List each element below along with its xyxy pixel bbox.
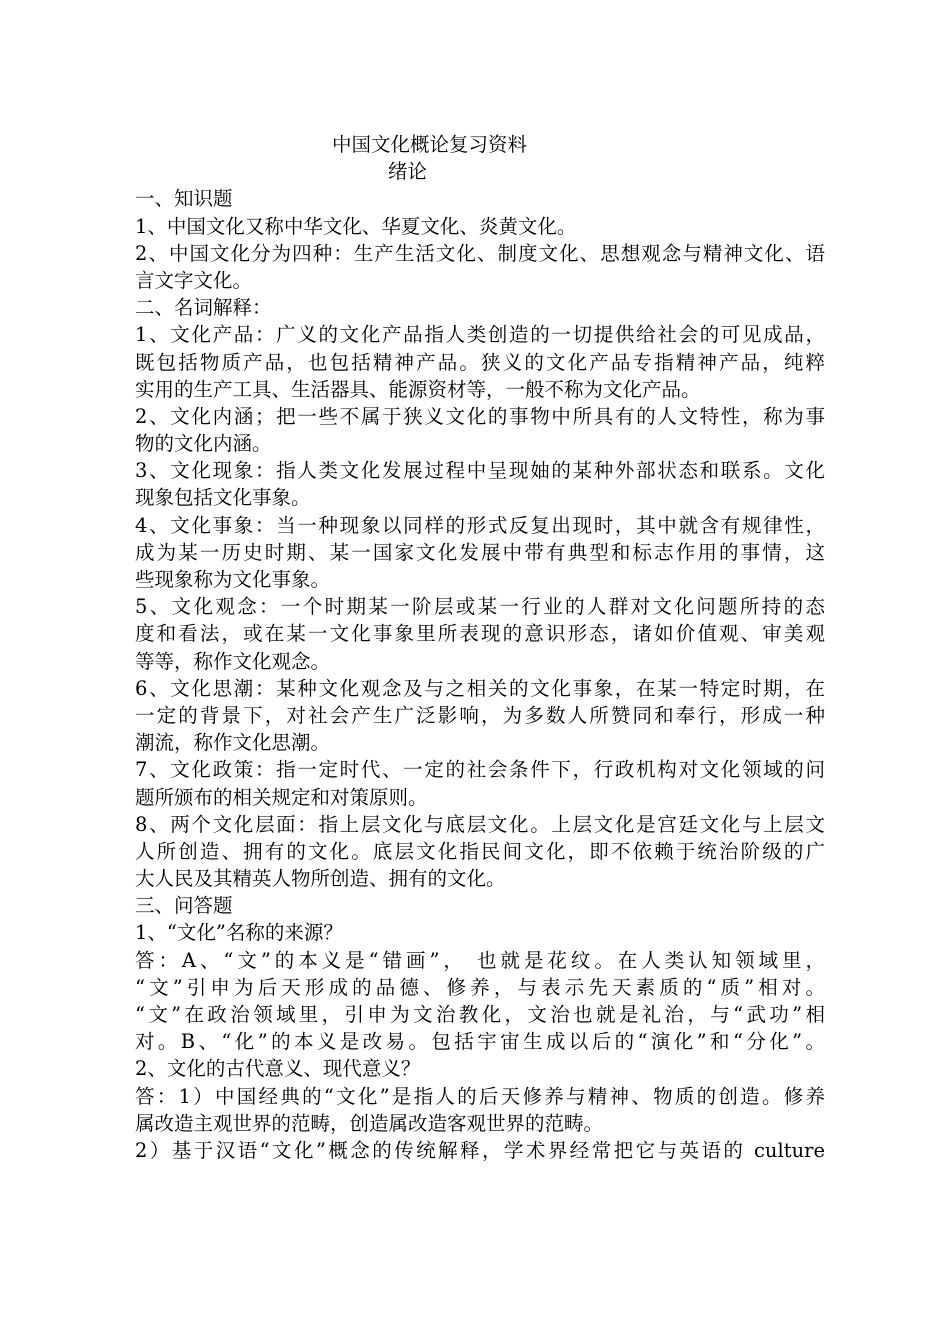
text-line: 既包括物质产品，也包括精神产品。狭义的文化产品专指精神产品，纯粹: [135, 350, 825, 374]
text-line: 二、名词解释：: [135, 296, 272, 320]
text-line: 6、文化思潮：某种文化观念及与之相关的文化事象，在某一特定时期，在: [135, 676, 825, 700]
text-line: 成为某一历史时期、某一国家文化发展中带有典型和标志作用的事情，这: [135, 540, 825, 564]
text-line: 实用的生产工具、生活器具、能源资材等，一般不称为文化产品。: [135, 377, 701, 401]
text-line: “文”引申为后天形成的品德、修养，与表示先天素质的“质”相对。: [135, 975, 825, 999]
text-line: 2、文化内涵；把一些不属于狭义文化的事物中所具有的人文特性，称为事: [135, 404, 825, 428]
text-line: 大人民及其精英人物所创造、拥有的文化。: [135, 867, 506, 891]
text-line: 一定的背景下，对社会产生广泛影响，为多数人所赞同和奉行，形成一种: [135, 703, 825, 727]
text-line: 度和看法，或在某一文化事象里所表现的意识形态，诸如价值观、审美观: [135, 622, 825, 646]
text-line: 答：A、“文”的本义是“错画”， 也就是花纹。在人类认知领域里，: [135, 948, 825, 972]
text-line: 3、文化现象：指人类文化发展过程中呈现妯的某种外部状态和联系。文化: [135, 459, 825, 483]
text-line: 题所颁布的相关规定和对策原则。: [135, 785, 428, 809]
text-line: 1、“文化”名称的来源？: [135, 921, 343, 945]
text-line: 潮流，称作文化思潮。: [135, 731, 331, 755]
text-line: 4、文化事象：当一种现象以同样的形式反复出现时，其中就含有规律性，: [135, 513, 825, 537]
text-line: 人所创造、拥有的文化。底层文化指民间文化，即不依赖于统治阶级的广: [135, 839, 825, 863]
text-line: 些现象称为文化事象。: [135, 568, 331, 591]
text-line: 2）基于汉语“文化”概念的传统解释，学术界经常把它与英语的 culture: [135, 1138, 825, 1162]
text-line: 1、中国文化又称中华文化、华夏文化、炎黄文化。: [135, 214, 577, 238]
text-line: 5、文化观念：一个时期某一阶层或某一行业的人群对文化问题所持的态: [135, 595, 825, 619]
text-line: 属改造主观世界的范畴，创造属改造客观世界的范畴。: [135, 1111, 604, 1135]
text-line: 对。B、“化”的本义是改易。包括宇宙生成以后的“演化”和“分化”。: [135, 1030, 825, 1054]
text-line: 答：1）中国经典的“文化”是指人的后天修养与精神、物质的创造。修养: [135, 1084, 825, 1108]
text-line: 1、文化产品：广义的文化产品指人类创造的一切提供给社会的可见成品，: [135, 323, 825, 347]
text-line: 等等，称作文化观念。: [135, 649, 331, 673]
document-page: [135, 131, 825, 1164]
text-line: 2、文化的古代意义、现代意义？: [135, 1057, 421, 1081]
text-line: 8、两个文化层面：指上层文化与底层文化。上层文化是宫廷文化与上层文: [135, 812, 825, 836]
text-line: 一、知识题: [135, 187, 233, 211]
text-line: 言文字文化。: [135, 268, 253, 292]
section-title: 绪论: [388, 160, 428, 184]
document-body: [135, 185, 825, 1164]
text-line: 三、问答题: [135, 894, 233, 918]
text-line: “文”在政治领域里，引申为文治教化，文治也就是礼治，与“武功”相: [135, 1003, 825, 1026]
text-line: 2、中国文化分为四种：生产生活文化、制度文化、思想观念与精神文化、语: [135, 241, 825, 265]
document-title: 中国文化概论复习资料: [332, 133, 528, 156]
text-line: 物的文化内涵。: [135, 432, 272, 456]
text-line: 现象包括文化事象。: [135, 486, 311, 510]
text-line: 7、文化政策：指一定时代、一定的社会条件下，行政机构对文化领域的问: [135, 758, 825, 782]
